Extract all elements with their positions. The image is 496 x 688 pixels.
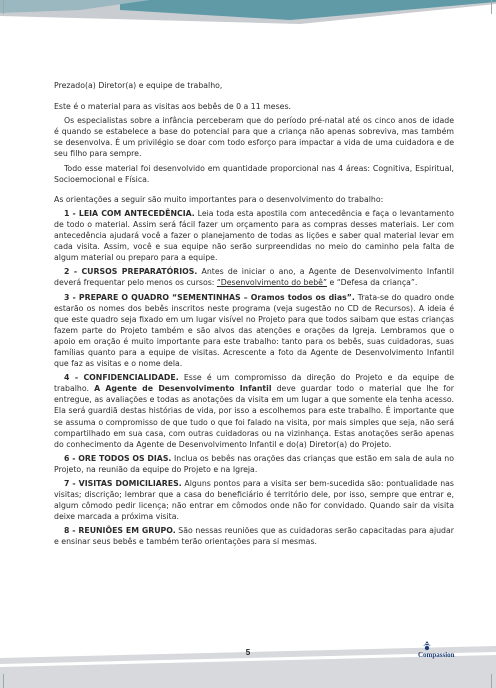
item-1 [54,208,454,263]
letter-body [54,80,454,551]
crop-mark-top-right [491,0,492,14]
compassion-logo-text: Compassion [418,651,455,659]
intro-paragraph-areas: Todo esse material foi desenvolvido em quantidade proporcional nas 4 áreas: Cognitiva, Espiritual, Socioemocional e Física. [54,163,454,184]
item-8-text: São nessas reuniões que as cuidadoras serão capacitadas para ajudar e ensinar seus bebês e também terão orientações para si mesmas. [54,526,454,547]
item-4-text-b: deve guardar todo o material que lhe for entregue, as avaliações e todas as anotações da visita em um lugar a que somente ela tenha acesso. Ela será guardiã destas histórias de vida, por isso a escolhemos para este trabalho. É importante que se assuma o compromisso de que tudo o que foi falado na visita, por mais simples que seja, não será compartilhado em sua casa, com outras cuidadoras ou na vizinhança. Estas anotações serão apenas do conhecimento da Agente de Desenvolvimento Infantil e do(a) Diretor(a) do Projeto. [54,384,455,449]
item-7 [54,478,454,522]
item-2-text-a: Antes de iniciar o ano, a Agente de Desenvolvimento Infantil deverá frequentar pelo menos os cursos: [54,267,454,288]
greeting: Prezado(a) Diretor(a) e equipe de trabalho, [54,81,223,90]
item-2-text-b: e “Defesa da criança”. [327,278,418,288]
header-band [0,0,496,38]
item-6-text: Inclua os bebês nas orações das crianças que estão em sala de aula no Projeto, na reunião da equipe do Projeto e na Igreja. [54,453,454,474]
item-7-text: Alguns pontos para a visita ser bem-sucedida são: pontualidade nas visitas; discrição; lembrar que a casa do beneficiário é território dele, por isso, sempre que entrar e, algum cômodo pedir licença; não entrar em cômodos onde não for convidado. Quando sair da visita deixe marcada a próxima visita. [54,479,454,522]
item-2 [54,266,454,288]
item-3 [54,292,454,370]
item-4 [54,372,454,450]
item-8 [54,525,454,547]
item-2-course-link: “Desenvolvimento do bebê” [216,278,328,288]
intro-line-1: Este é o material para as visitas aos bebês de 0 a 11 meses. [54,102,291,112]
orientation-intro: As orientações a seguir são muito importantes para o desenvolvimento do trabalho: [54,194,384,204]
item-1-title: 1 - LEIA COM ANTECEDÊNCIA. [64,208,195,218]
item-6 [54,453,454,475]
crop-mark-top-left [3,0,4,14]
item-3-text: Trata-se do quadro onde estarão os nomes dos bebês inscritos neste programa (veja sugestão no CD de Recursos). A ideia é que este quadro seja fixado em um lugar visível no Projeto para que todos saibam que estas crianças fazem parte do Projeto também e são alvos das atenções e orações da Igreja. Lembramos que o apoio em oração é muito importante para este trabalho: tanto para os bebês, suas cuidadoras, suas famílias quanto para a equipe de visitas. Acrescente a foto da Agente de Desenvolvimento Infantil que faz as visitas e o nome dela. [54,292,454,369]
item-1-text: Leia toda esta apostila com antecedência e faça o levantamento de todo o material. Assim será fácil fazer um orçamento para as compras desses materiais. Ler com antecedência ajudará você a fazer o planejamento de todas as lições e saber qual material levar em cada visita. Assim, você e sua equipe não serão surpreendidas no meio do caminho pela falta de algum material ou preparo para a equipe. [54,208,454,263]
item-4-text-a: Esse é um compromisso da direção do Projeto e da equipe de trabalho. [54,373,455,394]
item-4-agent: A Agente de Desenvolvimento Infantil [94,384,272,394]
item-6-title: 6 - ORE TODOS OS DIAS. [64,453,172,463]
crop-mark-bottom-right [491,674,492,688]
item-8-title: 8 - REUNIÕES EM GRUPO. [64,526,176,536]
page-number: 5 [245,648,251,657]
intro-paragraph-specialists: Os especialistas sobre a infância perceberam que do período pré-natal até os cinco anos de idade é quando se estabelece a base do potencial para que a criança não apenas sobreviva, mas também se desenvolva. É um privilégio se doar com todo esforço para impactar a vida de uma cuidadora e de seu filho para sempre. [54,116,454,159]
crop-mark-bottom-left [3,674,4,688]
item-3-title: 3 - PREPARE O QUADRO “SEMENTINHAS – Oramos todos os dias”. [64,292,355,302]
item-7-title: 7 - VISITAS DOMICILIARES. [64,479,182,488]
item-4-title: 4 - CONFIDENCIALIDADE. [64,373,179,383]
item-2-title: 2 - CURSOS PREPARATÓRIOS. [64,267,198,277]
